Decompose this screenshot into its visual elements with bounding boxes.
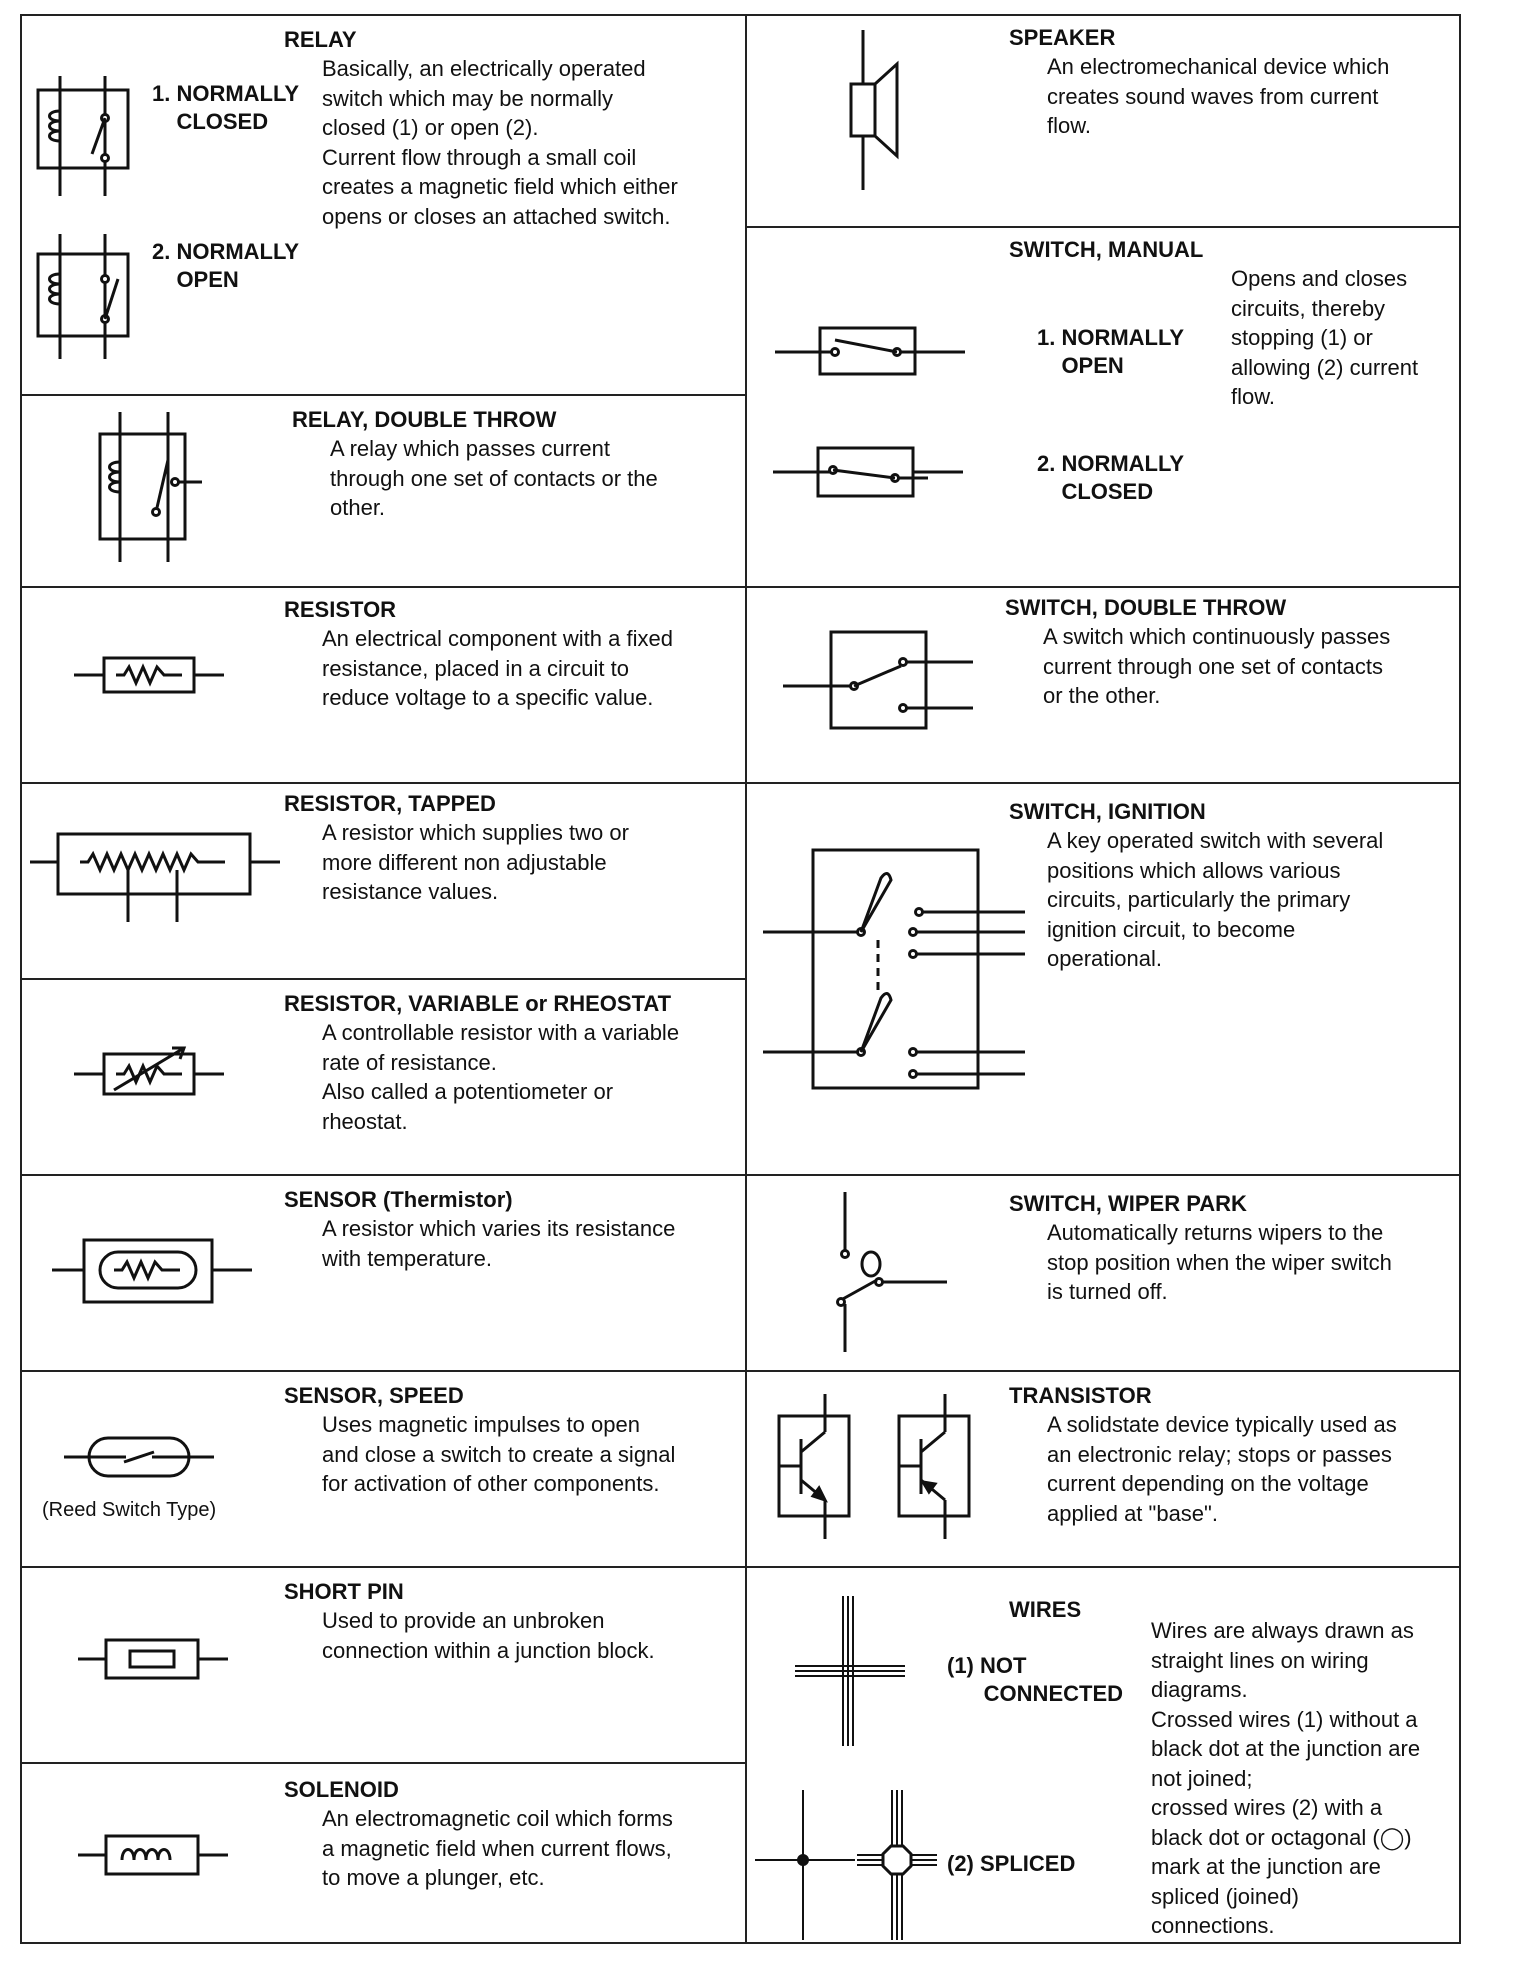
short-pin-title: SHORT PIN	[284, 1579, 404, 1604]
wires-spliced-dot-symbol	[755, 1790, 855, 1940]
cell-switch-ignition	[747, 784, 1459, 1176]
switch-double-throw-title: SWITCH, DOUBLE THROW	[1005, 595, 1287, 620]
thermistor-symbol	[52, 1232, 252, 1308]
switch-double-throw-description: A switch which continuously passes current through one set of contacts or the other.	[1043, 624, 1391, 708]
rheostat-symbol	[74, 1042, 224, 1102]
cell-transistor	[747, 1372, 1459, 1568]
solenoid-description: An electromagnetic coil which forms a magnetic field when current flows, to move a plunger, etc.	[322, 1806, 673, 1890]
switch-normally-open-symbol	[775, 320, 965, 380]
transistor-pnp-symbol	[895, 1394, 975, 1539]
relay-sub-normally-closed: 1. NORMALLY CLOSED	[152, 81, 300, 134]
wires-sub-not-connected: (1) NOT CONNECTED	[947, 1653, 1124, 1706]
speaker-title: SPEAKER	[1009, 25, 1116, 50]
wires-title: WIRES	[1009, 1597, 1082, 1622]
sensor-speed-title: SENSOR, SPEED	[284, 1383, 464, 1408]
relay-normally-closed-symbol	[30, 76, 140, 196]
cell-switch-manual	[747, 228, 1459, 588]
speaker-description: An electromechanical device which creates sound waves from current flow.	[1047, 54, 1390, 138]
wires-description: Wires are always drawn as straight lines on wiring diagrams. Crossed wires (1) without a black dot at the junction are not joined; crossed wires (2) with a black dot or octagonal (◯) mark at the junction are spliced (joined) connections.	[1151, 1618, 1421, 1938]
transistor-description: A solidstate device typically used as an electronic relay; stops or passes current depending on the voltage applied at "base".	[1047, 1412, 1397, 1526]
relay-double-throw-title: RELAY, DOUBLE THROW	[292, 407, 557, 432]
transistor-title: TRANSISTOR	[1009, 1383, 1152, 1408]
relay-double-throw-symbol	[90, 412, 210, 562]
cell-relay-double-throw	[22, 396, 747, 588]
sensor-thermistor-description: A resistor which varies its resistance with temperature.	[322, 1216, 676, 1271]
resistor-tapped-title: RESISTOR, TAPPED	[284, 791, 496, 816]
cell-short-pin	[22, 1568, 747, 1764]
short-pin-symbol	[78, 1634, 228, 1684]
switch-ignition-description: A key operated switch with several positions which allows various circuits, particularly the primary ignition circuit, to become operational.	[1047, 828, 1384, 971]
switch-double-throw-symbol	[783, 626, 983, 736]
cell-resistor-tapped	[22, 784, 747, 980]
symbol-reference-sheet	[20, 14, 1461, 1944]
cell-resistor	[22, 588, 747, 784]
resistor-title: RESISTOR	[284, 597, 397, 622]
wiper-park-switch-symbol	[817, 1192, 947, 1352]
reed-switch-caption: (Reed Switch Type)	[42, 1499, 217, 1521]
switch-manual-sub-normally-closed: 2. NORMALLY CLOSED	[1037, 451, 1185, 504]
cell-speaker	[747, 16, 1459, 228]
cell-wires	[747, 1568, 1459, 1944]
switch-normally-closed-symbol	[773, 442, 963, 502]
resistor-tapped-description: A resistor which supplies two or more different non adjustable resistance values.	[322, 820, 629, 904]
relay-normally-open-symbol	[30, 234, 140, 359]
resistor-description: An electrical component with a fixed resistance, placed in a circuit to reduce voltage to a specific value.	[322, 626, 673, 710]
sensor-speed-description: Uses magnetic impulses to open and close a switch to create a signal for activation of other components.	[322, 1412, 676, 1496]
switch-manual-title: SWITCH, MANUAL	[1009, 237, 1204, 262]
wires-sub-spliced: (2) SPLICED	[947, 1851, 1076, 1876]
switch-wiper-park-description: Automatically returns wipers to the stop position when the wiper switch is turned off.	[1047, 1220, 1392, 1304]
switch-ignition-title: SWITCH, IGNITION	[1009, 799, 1206, 824]
relay-sub-normally-open: 2. NORMALLY OPEN	[152, 239, 300, 292]
switch-wiper-park-title: SWITCH, WIPER PARK	[1009, 1191, 1247, 1216]
cell-resistor-variable	[22, 980, 747, 1176]
relay-title: RELAY	[284, 27, 357, 52]
resistor-symbol	[74, 650, 224, 700]
cell-sensor-thermistor	[22, 1176, 747, 1372]
speaker-symbol	[847, 30, 907, 190]
solenoid-title: SOLENOID	[284, 1777, 399, 1802]
sensor-thermistor-title: SENSOR (Thermistor)	[284, 1187, 513, 1212]
cell-switch-wiper-park	[747, 1176, 1459, 1372]
wires-not-connected-symbol	[795, 1596, 905, 1746]
cell-solenoid	[22, 1764, 747, 1944]
cell-switch-double-throw	[747, 588, 1459, 784]
short-pin-description: Used to provide an unbroken connection within a junction block.	[322, 1608, 655, 1663]
reed-switch-symbol	[64, 1432, 214, 1482]
relay-double-throw-description: A relay which passes current through one set of contacts or the other.	[330, 436, 658, 520]
switch-manual-description: Opens and closes circuits, thereby stopping (1) or allowing (2) current flow.	[1231, 266, 1419, 409]
resistor-variable-title: RESISTOR, VARIABLE or RHEOSTAT	[284, 991, 672, 1016]
cell-relay	[22, 16, 747, 396]
switch-manual-sub-normally-open: 1. NORMALLY OPEN	[1037, 325, 1185, 378]
relay-description: Basically, an electrically operated switch which may be normally closed (1) or open (2). Current flow through a small coil creates a magnetic field which either opens or closes an attached switch.	[322, 56, 678, 229]
ignition-switch-symbol	[763, 840, 1033, 1100]
resistor-tapped-symbol	[30, 826, 280, 922]
wires-spliced-octagon-symbol	[857, 1790, 937, 1940]
transistor-npn-symbol	[775, 1394, 855, 1539]
solenoid-symbol	[78, 1830, 228, 1880]
resistor-variable-description: A controllable resistor with a variable rate of resistance. Also called a potentiometer or rheostat.	[322, 1020, 680, 1134]
cell-sensor-speed	[22, 1372, 747, 1568]
